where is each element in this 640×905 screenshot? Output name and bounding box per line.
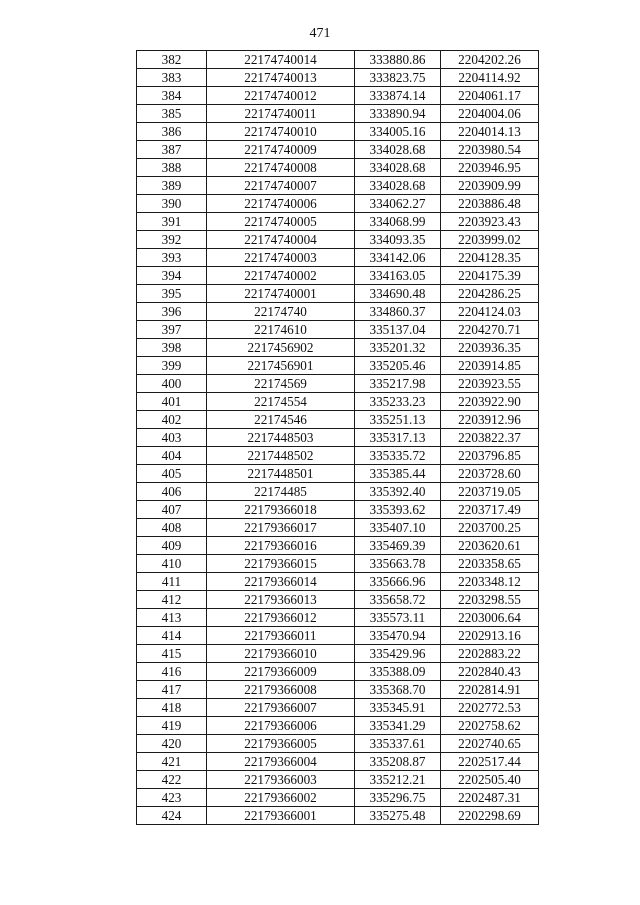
x-coordinate-cell: 334005.16 — [355, 123, 441, 141]
y-coordinate-cell: 2203912.96 — [441, 411, 539, 429]
table-row — [137, 807, 539, 825]
table-row — [137, 375, 539, 393]
y-coordinate-cell: 2202758.62 — [441, 717, 539, 735]
x-coordinate-cell: 335317.13 — [355, 429, 441, 447]
point-code-cell: 22174485 — [207, 483, 355, 501]
table-row — [137, 69, 539, 87]
point-code-cell: 22179366017 — [207, 519, 355, 537]
table-row — [137, 771, 539, 789]
x-coordinate-cell: 335388.09 — [355, 663, 441, 681]
row-index-cell: 415 — [137, 645, 207, 663]
row-index-cell: 406 — [137, 483, 207, 501]
x-coordinate-cell: 335212.21 — [355, 771, 441, 789]
y-coordinate-cell: 2202740.65 — [441, 735, 539, 753]
point-code-cell: 2217456901 — [207, 357, 355, 375]
x-coordinate-cell: 335393.62 — [355, 501, 441, 519]
table-row — [137, 609, 539, 627]
table-row — [137, 717, 539, 735]
row-index-cell: 419 — [137, 717, 207, 735]
y-coordinate-cell: 2203348.12 — [441, 573, 539, 591]
table-body — [137, 51, 539, 825]
row-index-cell: 383 — [137, 69, 207, 87]
y-coordinate-cell: 2204004.06 — [441, 105, 539, 123]
table-row — [137, 357, 539, 375]
y-coordinate-cell: 2202840.43 — [441, 663, 539, 681]
x-coordinate-cell: 335429.96 — [355, 645, 441, 663]
point-code-cell: 2217456902 — [207, 339, 355, 357]
table-row — [137, 393, 539, 411]
x-coordinate-cell: 334028.68 — [355, 177, 441, 195]
table-row — [137, 339, 539, 357]
table-row — [137, 51, 539, 69]
y-coordinate-cell: 2202487.31 — [441, 789, 539, 807]
row-index-cell: 398 — [137, 339, 207, 357]
point-code-cell: 22174740011 — [207, 105, 355, 123]
y-coordinate-cell: 2204270.71 — [441, 321, 539, 339]
y-coordinate-cell: 2203980.54 — [441, 141, 539, 159]
row-index-cell: 397 — [137, 321, 207, 339]
point-code-cell: 22179366003 — [207, 771, 355, 789]
x-coordinate-cell: 334093.35 — [355, 231, 441, 249]
x-coordinate-cell: 334028.68 — [355, 141, 441, 159]
row-index-cell: 417 — [137, 681, 207, 699]
y-coordinate-cell: 2203946.95 — [441, 159, 539, 177]
table-row — [137, 645, 539, 663]
table-row — [137, 123, 539, 141]
point-code-cell: 22179366004 — [207, 753, 355, 771]
table-row — [137, 753, 539, 771]
row-index-cell: 418 — [137, 699, 207, 717]
y-coordinate-cell: 2202772.53 — [441, 699, 539, 717]
point-code-cell: 22174740002 — [207, 267, 355, 285]
x-coordinate-cell: 335658.72 — [355, 591, 441, 609]
x-coordinate-cell: 335470.94 — [355, 627, 441, 645]
row-index-cell: 410 — [137, 555, 207, 573]
table-row — [137, 321, 539, 339]
point-code-cell: 22174546 — [207, 411, 355, 429]
point-code-cell: 22174740013 — [207, 69, 355, 87]
x-coordinate-cell: 334142.06 — [355, 249, 441, 267]
point-code-cell: 22174610 — [207, 321, 355, 339]
x-coordinate-cell: 335573.11 — [355, 609, 441, 627]
point-code-cell: 22174740003 — [207, 249, 355, 267]
table-row — [137, 465, 539, 483]
point-code-cell: 22179366005 — [207, 735, 355, 753]
y-coordinate-cell: 2203923.43 — [441, 213, 539, 231]
x-coordinate-cell: 335385.44 — [355, 465, 441, 483]
x-coordinate-cell: 333823.75 — [355, 69, 441, 87]
x-coordinate-cell: 335217.98 — [355, 375, 441, 393]
point-code-cell: 22174740 — [207, 303, 355, 321]
x-coordinate-cell: 334028.68 — [355, 159, 441, 177]
y-coordinate-cell: 2204114.92 — [441, 69, 539, 87]
x-coordinate-cell: 335392.40 — [355, 483, 441, 501]
y-coordinate-cell: 2202517.44 — [441, 753, 539, 771]
row-index-cell: 407 — [137, 501, 207, 519]
row-index-cell: 423 — [137, 789, 207, 807]
point-code-cell: 22174740008 — [207, 159, 355, 177]
y-coordinate-cell: 2203358.65 — [441, 555, 539, 573]
table-row — [137, 519, 539, 537]
table-row — [137, 141, 539, 159]
point-code-cell: 22179366015 — [207, 555, 355, 573]
point-code-cell: 22174740012 — [207, 87, 355, 105]
x-coordinate-cell: 335666.96 — [355, 573, 441, 591]
row-index-cell: 412 — [137, 591, 207, 609]
y-coordinate-cell: 2204124.03 — [441, 303, 539, 321]
y-coordinate-cell: 2203923.55 — [441, 375, 539, 393]
x-coordinate-cell: 335275.48 — [355, 807, 441, 825]
x-coordinate-cell: 334062.27 — [355, 195, 441, 213]
x-coordinate-cell: 334068.99 — [355, 213, 441, 231]
row-index-cell: 384 — [137, 87, 207, 105]
table-row — [137, 159, 539, 177]
table-row — [137, 699, 539, 717]
row-index-cell: 421 — [137, 753, 207, 771]
row-index-cell: 395 — [137, 285, 207, 303]
row-index-cell: 416 — [137, 663, 207, 681]
point-code-cell: 22174740010 — [207, 123, 355, 141]
table-row — [137, 501, 539, 519]
row-index-cell: 424 — [137, 807, 207, 825]
table-row — [137, 663, 539, 681]
x-coordinate-cell: 334690.48 — [355, 285, 441, 303]
y-coordinate-cell: 2203796.85 — [441, 447, 539, 465]
y-coordinate-cell: 2204175.39 — [441, 267, 539, 285]
table-row — [137, 87, 539, 105]
y-coordinate-cell: 2203936.35 — [441, 339, 539, 357]
table-row — [137, 573, 539, 591]
table-row — [137, 591, 539, 609]
x-coordinate-cell: 335407.10 — [355, 519, 441, 537]
point-code-cell: 22174740007 — [207, 177, 355, 195]
table-row — [137, 555, 539, 573]
table-row — [137, 681, 539, 699]
row-index-cell: 404 — [137, 447, 207, 465]
y-coordinate-cell: 2202913.16 — [441, 627, 539, 645]
point-code-cell: 22179366008 — [207, 681, 355, 699]
row-index-cell: 414 — [137, 627, 207, 645]
row-index-cell: 390 — [137, 195, 207, 213]
row-index-cell: 411 — [137, 573, 207, 591]
coordinates-table — [136, 50, 539, 825]
y-coordinate-cell: 2203728.60 — [441, 465, 539, 483]
row-index-cell: 399 — [137, 357, 207, 375]
x-coordinate-cell: 335663.78 — [355, 555, 441, 573]
y-coordinate-cell: 2203006.64 — [441, 609, 539, 627]
point-code-cell: 22179366009 — [207, 663, 355, 681]
table-row — [137, 735, 539, 753]
table-row — [137, 411, 539, 429]
x-coordinate-cell: 334163.05 — [355, 267, 441, 285]
row-index-cell: 394 — [137, 267, 207, 285]
table-row — [137, 483, 539, 501]
y-coordinate-cell: 2203922.90 — [441, 393, 539, 411]
table-row — [137, 105, 539, 123]
table-row — [137, 177, 539, 195]
table-row — [137, 231, 539, 249]
point-code-cell: 22174740014 — [207, 51, 355, 69]
row-index-cell: 392 — [137, 231, 207, 249]
x-coordinate-cell: 333880.86 — [355, 51, 441, 69]
x-coordinate-cell: 335335.72 — [355, 447, 441, 465]
row-index-cell: 382 — [137, 51, 207, 69]
y-coordinate-cell: 2204061.17 — [441, 87, 539, 105]
y-coordinate-cell: 2203717.49 — [441, 501, 539, 519]
table-row — [137, 789, 539, 807]
y-coordinate-cell: 2203909.99 — [441, 177, 539, 195]
row-index-cell: 413 — [137, 609, 207, 627]
table-row — [137, 447, 539, 465]
x-coordinate-cell: 335208.87 — [355, 753, 441, 771]
point-code-cell: 22174569 — [207, 375, 355, 393]
x-coordinate-cell: 335205.46 — [355, 357, 441, 375]
table-row — [137, 303, 539, 321]
y-coordinate-cell: 2204202.26 — [441, 51, 539, 69]
y-coordinate-cell: 2203298.55 — [441, 591, 539, 609]
table-row — [137, 285, 539, 303]
x-coordinate-cell: 333890.94 — [355, 105, 441, 123]
row-index-cell: 388 — [137, 159, 207, 177]
y-coordinate-cell: 2203999.02 — [441, 231, 539, 249]
row-index-cell: 391 — [137, 213, 207, 231]
row-index-cell: 385 — [137, 105, 207, 123]
x-coordinate-cell: 335233.23 — [355, 393, 441, 411]
point-code-cell: 22179366010 — [207, 645, 355, 663]
point-code-cell: 22179366014 — [207, 573, 355, 591]
row-index-cell: 389 — [137, 177, 207, 195]
x-coordinate-cell: 335469.39 — [355, 537, 441, 555]
table-row — [137, 267, 539, 285]
row-index-cell: 386 — [137, 123, 207, 141]
table-row — [137, 249, 539, 267]
point-code-cell: 2217448502 — [207, 447, 355, 465]
point-code-cell: 22179366011 — [207, 627, 355, 645]
point-code-cell: 22179366001 — [207, 807, 355, 825]
x-coordinate-cell: 335368.70 — [355, 681, 441, 699]
point-code-cell: 2217448501 — [207, 465, 355, 483]
point-code-cell: 2217448503 — [207, 429, 355, 447]
row-index-cell: 422 — [137, 771, 207, 789]
row-index-cell: 420 — [137, 735, 207, 753]
y-coordinate-cell: 2204128.35 — [441, 249, 539, 267]
y-coordinate-cell: 2204286.25 — [441, 285, 539, 303]
y-coordinate-cell: 2202814.91 — [441, 681, 539, 699]
x-coordinate-cell: 335201.32 — [355, 339, 441, 357]
y-coordinate-cell: 2202298.69 — [441, 807, 539, 825]
table-row — [137, 213, 539, 231]
row-index-cell: 401 — [137, 393, 207, 411]
x-coordinate-cell: 335251.13 — [355, 411, 441, 429]
y-coordinate-cell: 2203620.61 — [441, 537, 539, 555]
row-index-cell: 405 — [137, 465, 207, 483]
page-number: 471 — [309, 26, 331, 41]
point-code-cell: 22174740005 — [207, 213, 355, 231]
point-code-cell: 22174740004 — [207, 231, 355, 249]
y-coordinate-cell: 2203886.48 — [441, 195, 539, 213]
table-row — [137, 429, 539, 447]
table-row — [137, 627, 539, 645]
point-code-cell: 22179366007 — [207, 699, 355, 717]
point-code-cell: 22179366018 — [207, 501, 355, 519]
x-coordinate-cell: 334860.37 — [355, 303, 441, 321]
y-coordinate-cell: 2203700.25 — [441, 519, 539, 537]
x-coordinate-cell: 335341.29 — [355, 717, 441, 735]
y-coordinate-cell: 2203822.37 — [441, 429, 539, 447]
table-row — [137, 537, 539, 555]
row-index-cell: 402 — [137, 411, 207, 429]
y-coordinate-cell: 2204014.13 — [441, 123, 539, 141]
point-code-cell: 22174554 — [207, 393, 355, 411]
table-row — [137, 195, 539, 213]
y-coordinate-cell: 2202883.22 — [441, 645, 539, 663]
point-code-cell: 22179366002 — [207, 789, 355, 807]
row-index-cell: 396 — [137, 303, 207, 321]
point-code-cell: 22174740009 — [207, 141, 355, 159]
row-index-cell: 409 — [137, 537, 207, 555]
row-index-cell: 387 — [137, 141, 207, 159]
y-coordinate-cell: 2203719.05 — [441, 483, 539, 501]
row-index-cell: 408 — [137, 519, 207, 537]
row-index-cell: 403 — [137, 429, 207, 447]
x-coordinate-cell: 335296.75 — [355, 789, 441, 807]
y-coordinate-cell: 2202505.40 — [441, 771, 539, 789]
row-index-cell: 400 — [137, 375, 207, 393]
point-code-cell: 22179366016 — [207, 537, 355, 555]
x-coordinate-cell: 333874.14 — [355, 87, 441, 105]
point-code-cell: 22174740006 — [207, 195, 355, 213]
y-coordinate-cell: 2203914.85 — [441, 357, 539, 375]
point-code-cell: 22179366013 — [207, 591, 355, 609]
point-code-cell: 22179366012 — [207, 609, 355, 627]
row-index-cell: 393 — [137, 249, 207, 267]
x-coordinate-cell: 335137.04 — [355, 321, 441, 339]
point-code-cell: 22174740001 — [207, 285, 355, 303]
x-coordinate-cell: 335345.91 — [355, 699, 441, 717]
point-code-cell: 22179366006 — [207, 717, 355, 735]
x-coordinate-cell: 335337.61 — [355, 735, 441, 753]
